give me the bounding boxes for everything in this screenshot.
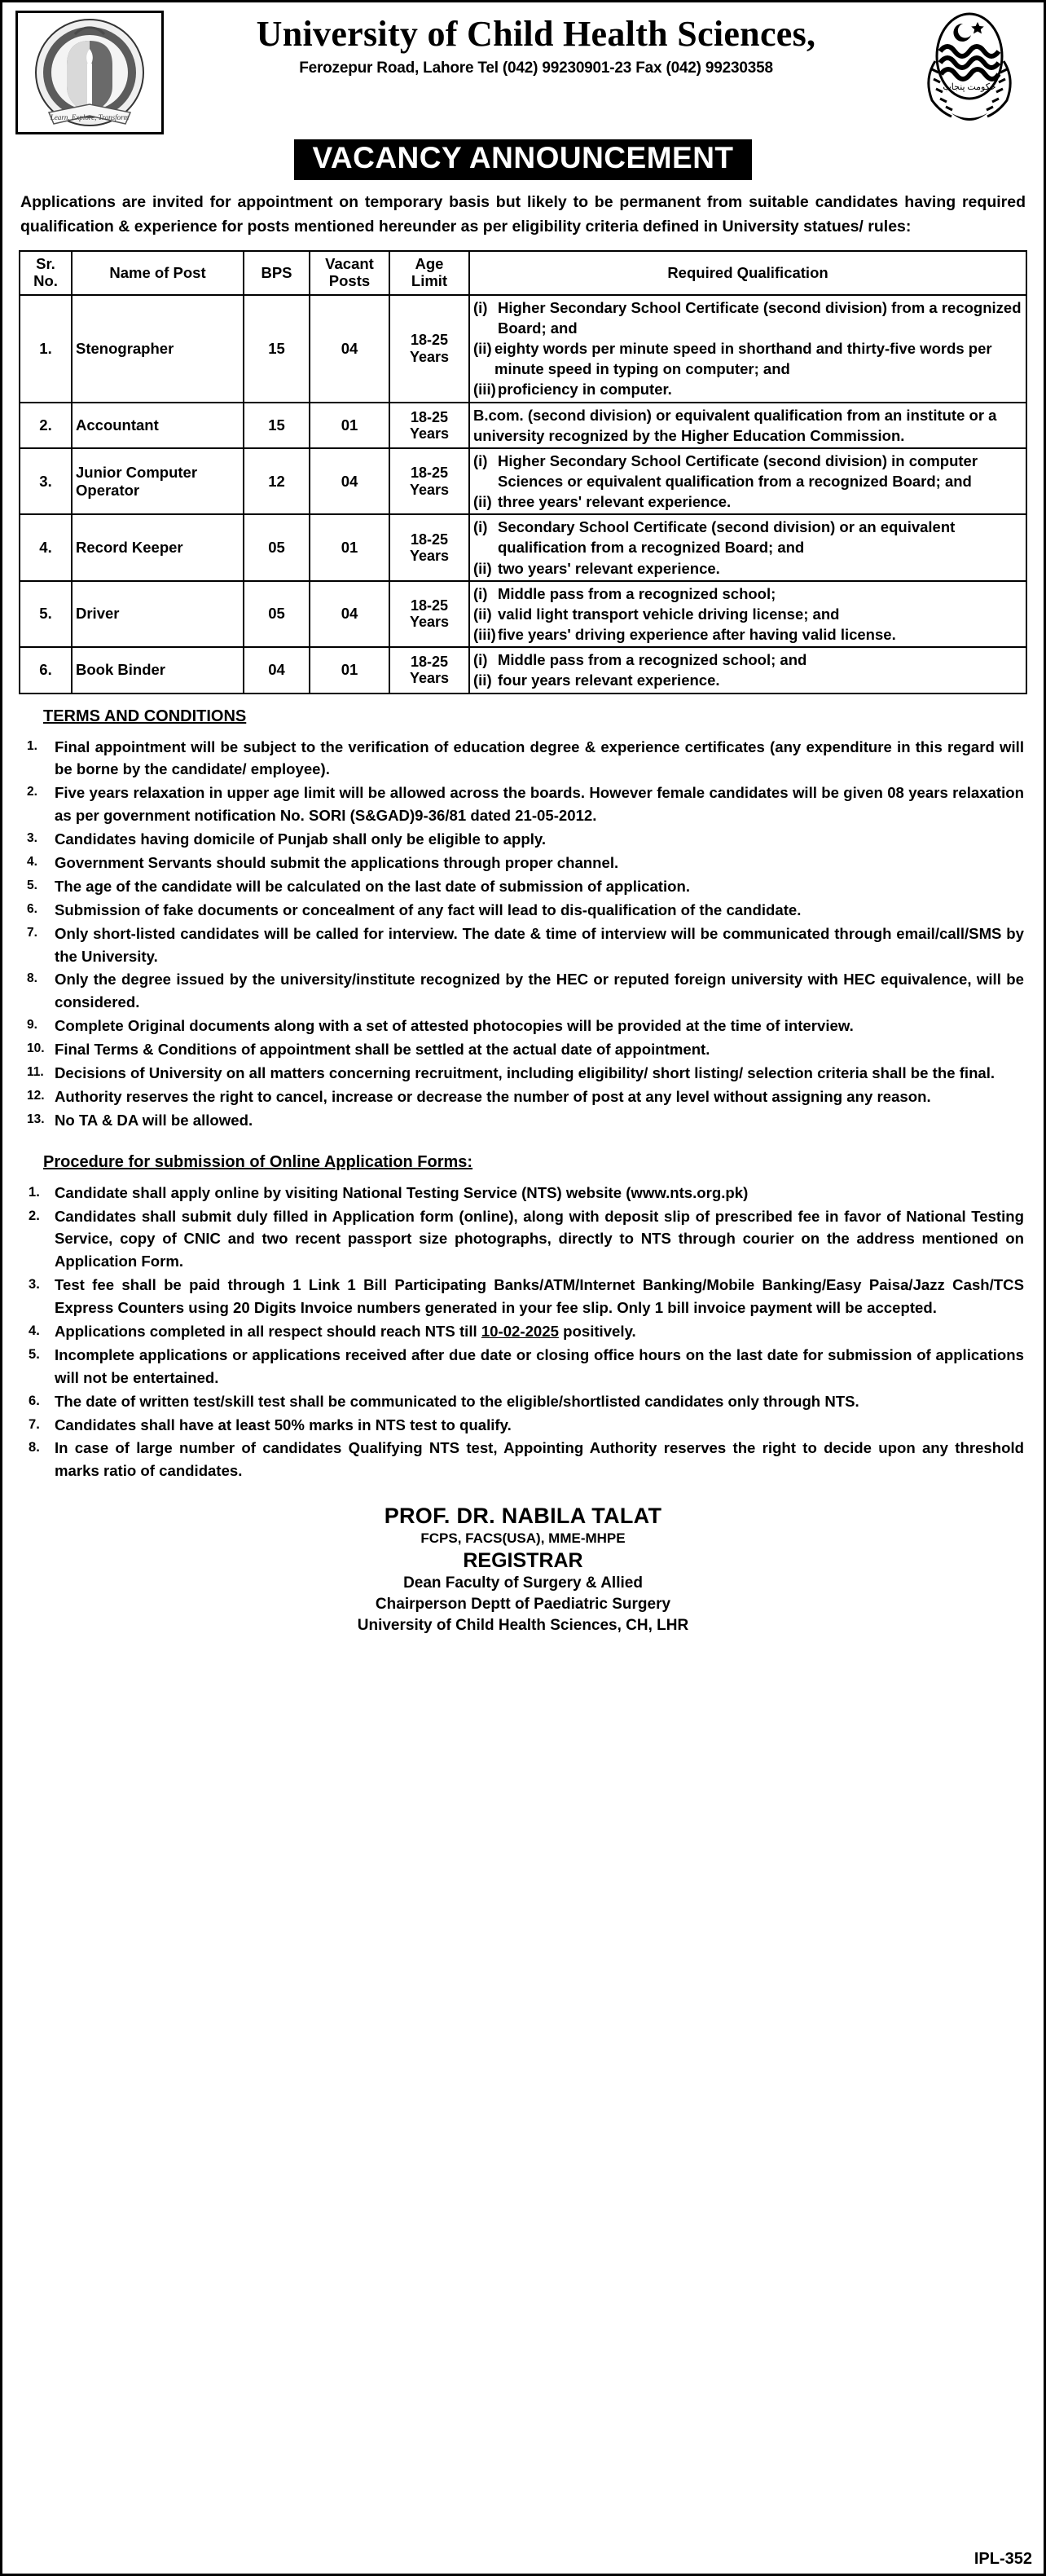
procedure-item — [22, 1320, 1024, 1343]
cell-bps: 15 — [244, 295, 310, 403]
signatory-title-line1: Dean Faculty of Surgery & Allied — [403, 1574, 643, 1592]
university-address: Ferozepur Road, Lahore Tel (042) 99230901-23 Fax (042) 99230358 — [299, 59, 773, 77]
qualification-text: Middle pass from a recognized school; — [498, 584, 776, 602]
qualification-item — [473, 451, 1022, 491]
terms-item: Final appointment will be subject to the verification of education degree & experience certificates (any expenditure in this regard will be borne by the candidate/ employee). — [55, 738, 1024, 778]
qualification-marker: (i) — [473, 651, 488, 669]
cell-qualification — [469, 581, 1026, 647]
age-range: 18-25 — [410, 654, 449, 671]
vacancy-table — [19, 250, 1027, 694]
vacant-line1: Vacant — [325, 255, 374, 273]
terms-item: Decisions of University on all matters concerning recruitment, including eligibility/ short listing/ selection criteria shall be the final. — [55, 1064, 995, 1081]
cell-qualification — [469, 448, 1026, 514]
cell-sr-no: 2. — [20, 403, 72, 448]
signature-block — [11, 1504, 1035, 1639]
qualification-marker: (ii) — [473, 493, 492, 511]
qualification-item — [473, 338, 1022, 379]
qualification-item — [473, 558, 1022, 579]
qualification-text: proficiency in computer. — [498, 381, 672, 399]
svg-text:Learn, Explore, Transform: Learn, Explore, Transform — [50, 113, 130, 121]
terms-item: The age of the candidate will be calculated on the last date of submission of application. — [55, 877, 691, 895]
column-header-name-of-post: Name of Post — [72, 251, 244, 294]
qualification-text: four years relevant experience. — [498, 672, 720, 689]
qualification-text: Secondary School Certificate (second division) or an equivalent qualification from a recognized Board; and — [498, 518, 956, 557]
cell-age-limit — [389, 295, 469, 403]
procedure-item: Candidates shall submit duly filled in Application form (online), along with deposit slip of prescribed fee in favor of National Testing Service, copy of CNIC and two recent passport size photographs, directly to NTS through courier on the address mentioned on Application Form. — [55, 1207, 1024, 1270]
cell-vacant-posts: 01 — [310, 514, 389, 580]
age-unit: Years — [409, 481, 450, 498]
age-range: 18-25 — [410, 465, 449, 482]
cell-vacant-posts: 01 — [310, 647, 389, 693]
page-title: University of Child Health Sciences, — [256, 14, 816, 54]
cell-vacant-posts: 04 — [310, 295, 389, 403]
age-range: 18-25 — [410, 597, 449, 614]
qualification-marker: (ii) — [473, 672, 492, 689]
vacancy-banner-row — [11, 139, 1035, 180]
procedure-text-prefix: Applications completed in all respect should reach NTS till — [55, 1323, 481, 1341]
terms-item: Five years relaxation in upper age limit will be allowed across the boards. However female candidates will be given 08 years relaxation as per government notification No. SORI (S&GAD)9-36/81 dated 21-05-2012. — [55, 784, 1024, 825]
qualification-item — [473, 297, 1022, 338]
deadline-date: 10-02-2025 — [481, 1323, 559, 1341]
cell-qualification — [469, 295, 1026, 403]
intro-paragraph: Applications are invited for appointment on temporary basis but likely to be permanent from suitable candidates having required qualification & experience for posts mentioned hereunder as per eligibility criteria defined in University statues/ rules: — [20, 192, 1026, 236]
signatory-qualifications: FCPS, FACS(USA), MME-MHPE — [420, 1530, 626, 1547]
cell-post-name: Accountant — [72, 403, 244, 448]
terms-item: Authority reserves the right to cancel, increase or decrease the number of post at any level without assigning any reason. — [55, 1087, 931, 1105]
age-line2: Limit — [411, 272, 448, 289]
procedure-heading: Procedure for submission of Online Application Forms: — [43, 1152, 473, 1171]
age-range: 18-25 — [410, 408, 449, 425]
qualification-marker: (ii) — [473, 559, 492, 577]
qualification-marker: (i) — [473, 584, 488, 602]
qualification-item — [473, 517, 1022, 557]
document-header — [11, 7, 1035, 134]
cell-vacant-posts: 04 — [310, 448, 389, 514]
cell-bps: 15 — [244, 403, 310, 448]
terms-item: Candidates having domicile of Punjab shall only be eligible to apply. — [55, 830, 547, 848]
column-header-age-limit — [389, 251, 469, 294]
terms-item: Final Terms & Conditions of appointment shall be settled at the actual date of appointment. — [55, 1041, 710, 1059]
cell-post-name: Book Binder — [72, 647, 244, 693]
age-range: 18-25 — [410, 531, 449, 548]
terms-item: Only the degree issued by the university/institute recognized by the HEC or reputed foreign university with HEC equivalence, will be considered. — [55, 971, 1024, 1011]
university-crest-icon — [15, 11, 164, 134]
procedure-item: The date of written test/skill test shall be communicated to the eligible/shortlisted candidates only through NTS. — [55, 1392, 859, 1410]
svg-text:حکومت پنجاب: حکومت پنجاب — [943, 82, 996, 92]
cell-qualification — [469, 403, 1026, 448]
cell-bps: 04 — [244, 647, 310, 693]
cell-qualification — [469, 514, 1026, 580]
cell-bps: 05 — [244, 514, 310, 580]
column-header-sr-no — [20, 251, 72, 294]
qualification-marker: (iii) — [473, 381, 496, 399]
terms-heading: TERMS AND CONDITIONS — [43, 707, 247, 725]
qualification-item — [473, 624, 1022, 645]
qualification-marker: (i) — [473, 298, 488, 316]
reference-code: IPL-352 — [973, 2550, 1032, 2568]
title-block — [164, 11, 908, 77]
cell-age-limit — [389, 403, 469, 448]
qualification-marker: (ii) — [473, 605, 492, 623]
cell-vacant-posts: 01 — [310, 403, 389, 448]
qualification-item — [473, 670, 1022, 690]
cell-bps: 12 — [244, 448, 310, 514]
cell-sr-no: 4. — [20, 514, 72, 580]
column-header-bps: BPS — [244, 251, 310, 294]
age-unit: Years — [409, 670, 450, 687]
age-range: 18-25 — [410, 332, 449, 349]
vacancy-banner: VACANCY ANNOUNCEMENT — [294, 139, 751, 180]
cell-post-name: Record Keeper — [72, 514, 244, 580]
cell-bps: 05 — [244, 581, 310, 647]
terms-item: Complete Original documents along with a set of attested photocopies will be provided at the time of interview. — [55, 1017, 854, 1035]
qualification-text: two years' relevant experience. — [498, 559, 720, 577]
age-line1: Age — [415, 255, 444, 273]
qualification-marker: (i) — [473, 518, 488, 536]
qualification-text: Higher Secondary School Certificate (second division) from a recognized Board; and — [498, 298, 1022, 337]
cell-post-name: Junior Computer Operator — [72, 448, 244, 514]
qualification-text: three years' relevant experience. — [498, 493, 732, 511]
qualification-text: eighty words per minute speed in shorthand and thirty-five words per minute speed in typing on computer; and — [494, 340, 992, 378]
terms-item: No TA & DA will be allowed. — [55, 1111, 253, 1129]
cell-age-limit — [389, 581, 469, 647]
terms-item: Submission of fake documents or concealment of any fact will lead to dis-qualification of the candidate. — [55, 900, 802, 918]
qualification-marker: (iii) — [473, 626, 496, 644]
qualification-item — [473, 650, 1022, 670]
cell-age-limit — [389, 448, 469, 514]
procedure-item: Incomplete applications or applications received after due date or closing office hours on the last date for submission of applications will not be entertained. — [55, 1345, 1024, 1386]
qualification-text: B.com. (second division) or equivalent qualification from an institute or a university recognized by the Higher Education Commission. — [473, 406, 997, 444]
cell-age-limit — [389, 514, 469, 580]
vacant-line2: Posts — [328, 272, 371, 289]
table-header-row — [20, 251, 1026, 294]
cell-vacant-posts: 04 — [310, 581, 389, 647]
signatory-role: REGISTRAR — [463, 1549, 583, 1573]
procedure-text-suffix: positively. — [558, 1323, 636, 1341]
terms-item: Only short-listed candidates will be called for interview. The date & time of interview will be communicated through email/call/SMS by the University. — [55, 924, 1024, 965]
qualification-text: Middle pass from a recognized school; and — [498, 651, 807, 669]
cell-sr-no: 6. — [20, 647, 72, 693]
table-row — [20, 647, 1026, 693]
signatory-title-line2: Chairperson Deptt of Paediatric Surgery — [375, 1595, 671, 1613]
column-header-required-qualification: Required Qualification — [469, 251, 1026, 294]
signatory-name: PROF. DR. NABILA TALAT — [384, 1504, 662, 1529]
table-row — [20, 295, 1026, 403]
qualification-item — [473, 604, 1022, 624]
procedure-item: In case of large number of candidates Qualifying NTS test, Appointing Authority reserves the right to decide upon any threshold marks ratio of candidates. — [55, 1439, 1024, 1480]
procedure-item: Candidates shall have at least 50% marks in NTS test to qualify. — [55, 1416, 512, 1433]
cell-post-name: Stenographer — [72, 295, 244, 403]
cell-sr-no: 5. — [20, 581, 72, 647]
vacancy-table-body — [20, 295, 1026, 694]
qualification-item — [473, 583, 1022, 604]
procedure-item: Test fee shall be paid through 1 Link 1 Bill Participating Banks/ATM/Internet Banking/Mobile Banking/Easy Paisa/Jazz Cash/TCS Express Counters using 20 Digits Invoice numbers generated in your fee slip. Only 1 bill invoice payment will be accepted. — [55, 1276, 1024, 1317]
cell-post-name: Driver — [72, 581, 244, 647]
terms-item: Government Servants should submit the applications through proper channel. — [55, 853, 619, 871]
terms-list — [22, 736, 1024, 1132]
procedure-list — [22, 1182, 1024, 1483]
signatory-institution: University of Child Health Sciences, CH, LHR — [357, 1616, 689, 1634]
table-row — [20, 581, 1026, 647]
qualification-item — [473, 491, 1022, 512]
age-unit: Years — [409, 548, 450, 565]
age-unit: Years — [409, 348, 450, 365]
age-unit: Years — [409, 425, 450, 442]
sr-no-line2: No. — [33, 272, 58, 289]
cell-sr-no: 1. — [20, 295, 72, 403]
qualification-text: Higher Secondary School Certificate (second division) in computer Sciences or equivalent qualification from a recognized Board; and — [498, 451, 978, 490]
cell-sr-no: 3. — [20, 448, 72, 514]
cell-age-limit — [389, 647, 469, 693]
government-of-punjab-logo-icon — [908, 11, 1031, 125]
cell-qualification — [469, 647, 1026, 693]
qualification-text: valid light transport vehicle driving license; and — [498, 605, 840, 623]
table-row — [20, 403, 1026, 448]
table-row — [20, 448, 1026, 514]
sr-no-line1: Sr. — [36, 255, 55, 273]
qualification-text: five years' driving experience after having valid license. — [498, 626, 896, 644]
qualification-item — [473, 379, 1022, 399]
qualification-marker: (i) — [473, 451, 488, 469]
column-header-vacant-posts — [310, 251, 389, 294]
qualification-marker: (ii) — [473, 340, 492, 358]
table-row — [20, 514, 1026, 580]
age-unit: Years — [409, 614, 450, 631]
procedure-item: Candidate shall apply online by visiting National Testing Service (NTS) website (www.nts.org.pk) — [55, 1183, 749, 1201]
